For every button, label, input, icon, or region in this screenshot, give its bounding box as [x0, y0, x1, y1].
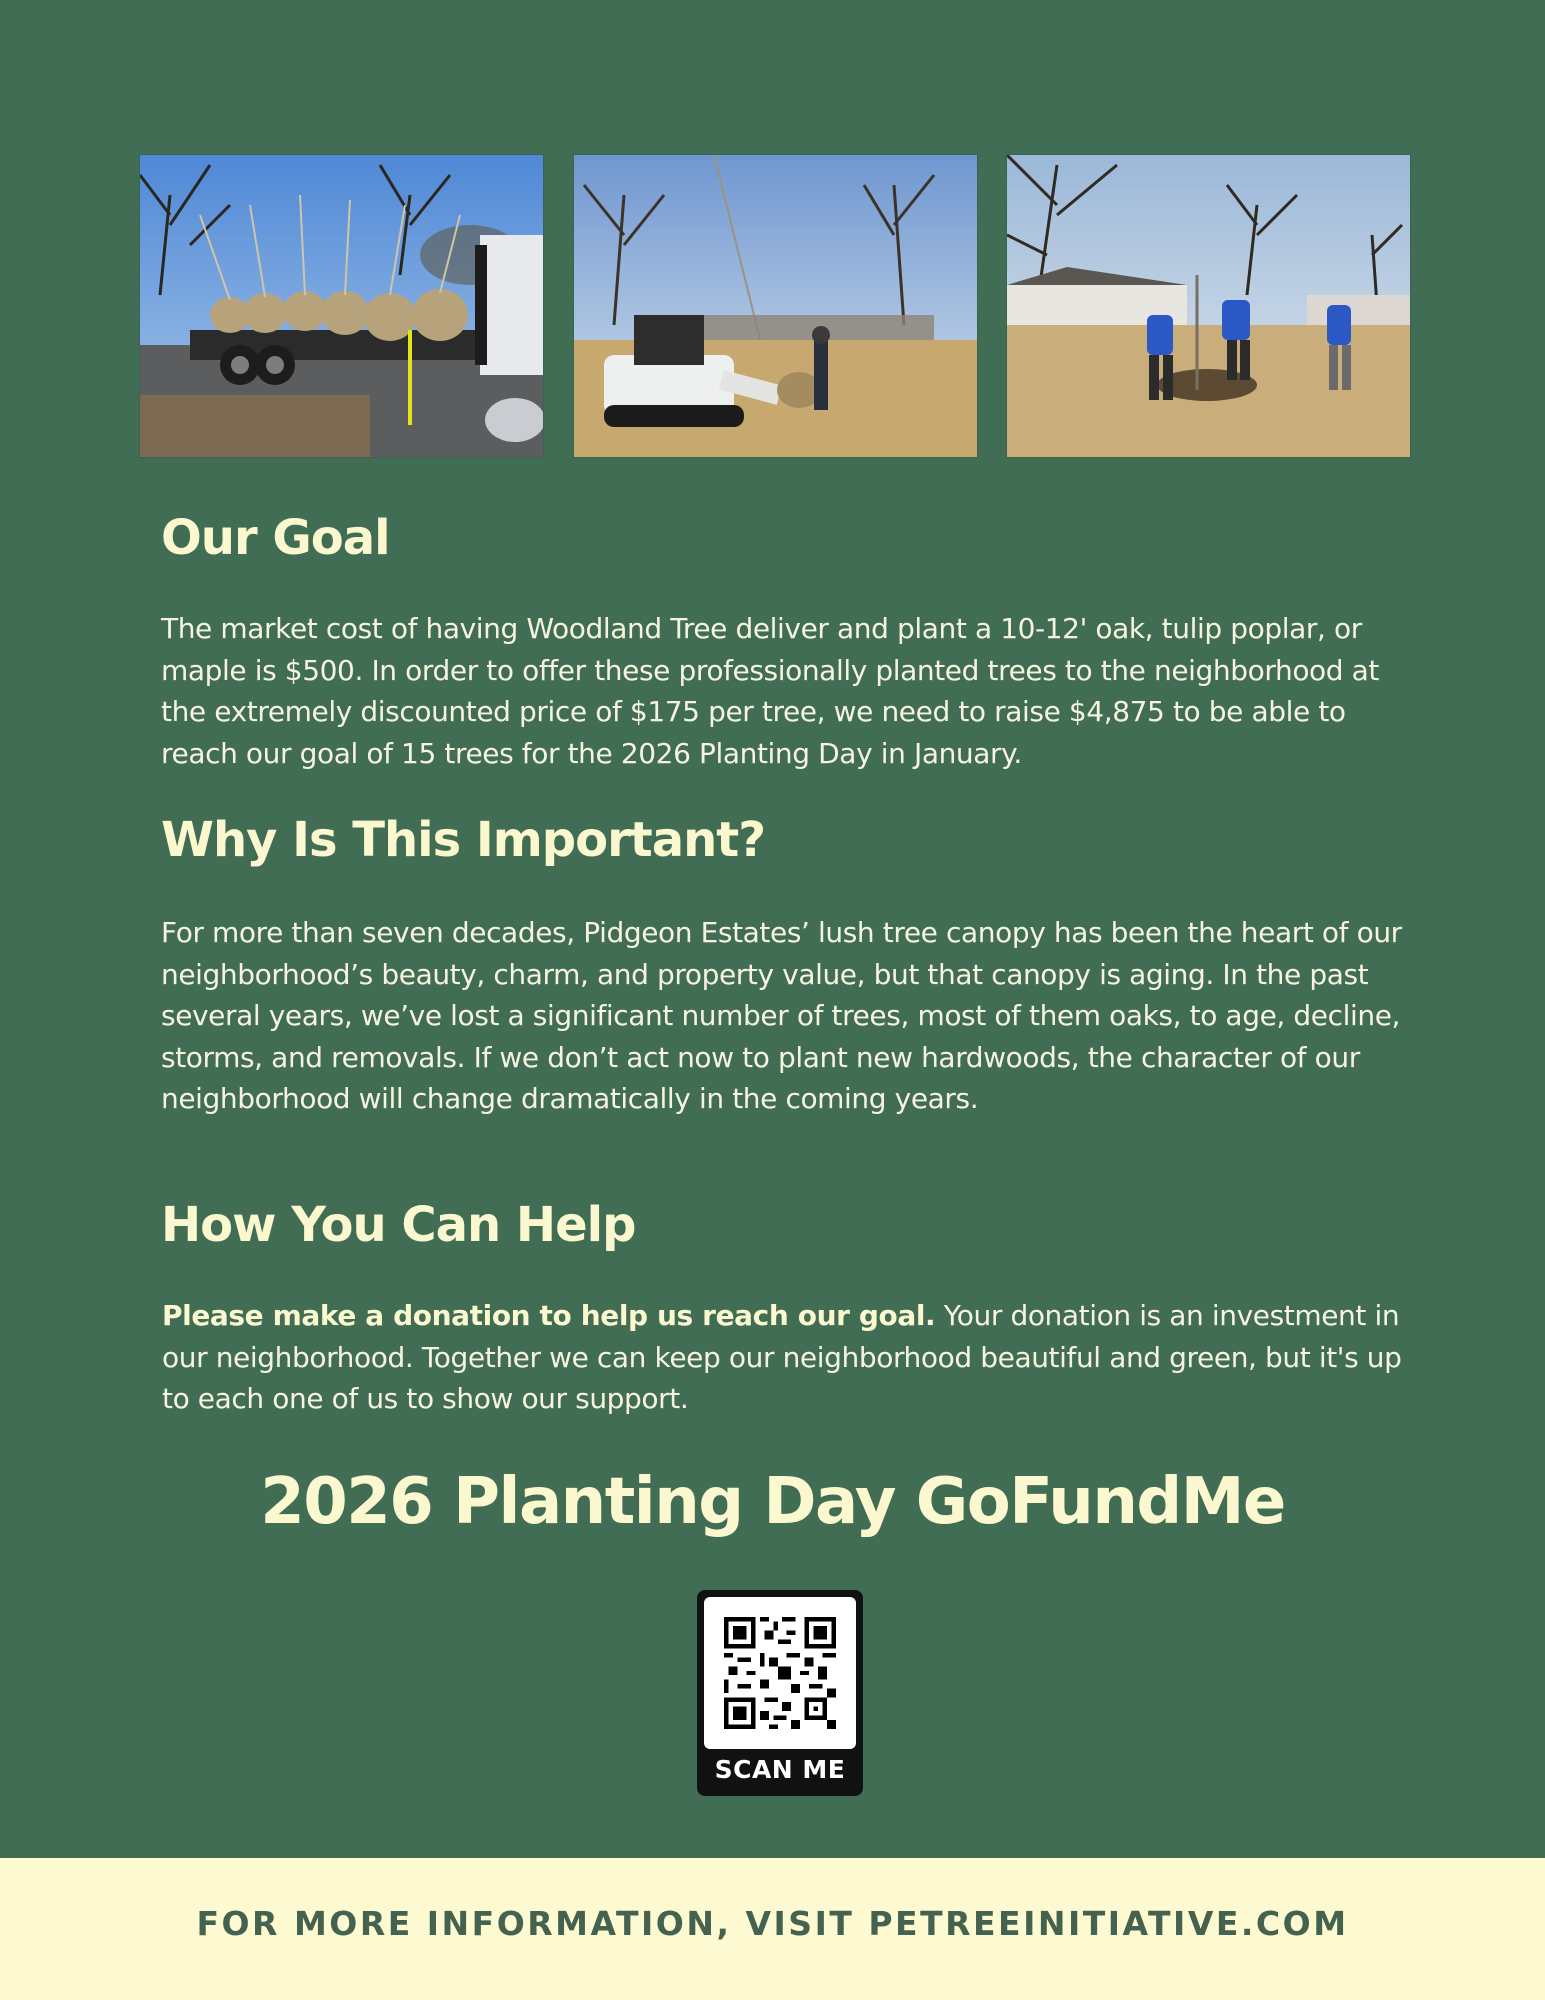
photo-skid-steer	[574, 155, 977, 457]
donation-body: Your donation is an investment in our neighborhood. Together we can keep our neighborhood beautiful and green, but it's up to each one of us to show our support.	[162, 1299, 1402, 1416]
qr-code[interactable]	[697, 1590, 863, 1796]
heading-how-you-can-help: How You Can Help	[161, 1197, 636, 1253]
footer-bar	[0, 1858, 1545, 2000]
volunteers-planting-image	[1007, 155, 1410, 457]
qr-scan-label: SCAN ME	[714, 1755, 846, 1784]
qr-code-image	[704, 1597, 856, 1749]
donation-callout: Please make a donation to help us reach our goal.	[162, 1299, 936, 1332]
heading-our-goal: Our Goal	[161, 510, 390, 566]
gofundme-title: 2026 Planting Day GoFundMe	[260, 1465, 1285, 1539]
photo-truck-trees	[140, 155, 543, 457]
skid-steer-loader-image	[574, 155, 977, 457]
photo-strip	[140, 155, 1410, 457]
footer-info-link[interactable]: FOR MORE INFORMATION, VISIT PETREEINITIATIVE.COM	[196, 1904, 1349, 1943]
paragraph-how-you-can-help	[162, 1295, 1422, 1420]
qr-code-icon	[724, 1617, 836, 1729]
heading-why-important: Why Is This Important?	[161, 812, 766, 868]
paragraph-why-important: For more than seven decades, Pidgeon Estates’ lush tree canopy has been the heart of our neighborhood’s beauty, charm, and property value, but that canopy is aging. In the past several years, we’ve lost a significant number of trees, most of them oaks, to age, decline, storms, and removals. If we don’t act now to plant new hardwoods, the character of our neighborhood will change dramatically in the coming years.	[161, 916, 1402, 1116]
photo-volunteers	[1007, 155, 1410, 457]
paragraph-our-goal: The market cost of having Woodland Tree deliver and plant a 10-12' oak, tulip poplar, or maple is $500. In order to offer these professionally planted trees to the neighborhood at the extremely discounted price of $175 per tree, we need to raise $4,875 to be able to reach our goal of 15 trees for the 2026 Planting Day in January.	[161, 612, 1379, 770]
tree-delivery-truck-image	[140, 155, 543, 457]
